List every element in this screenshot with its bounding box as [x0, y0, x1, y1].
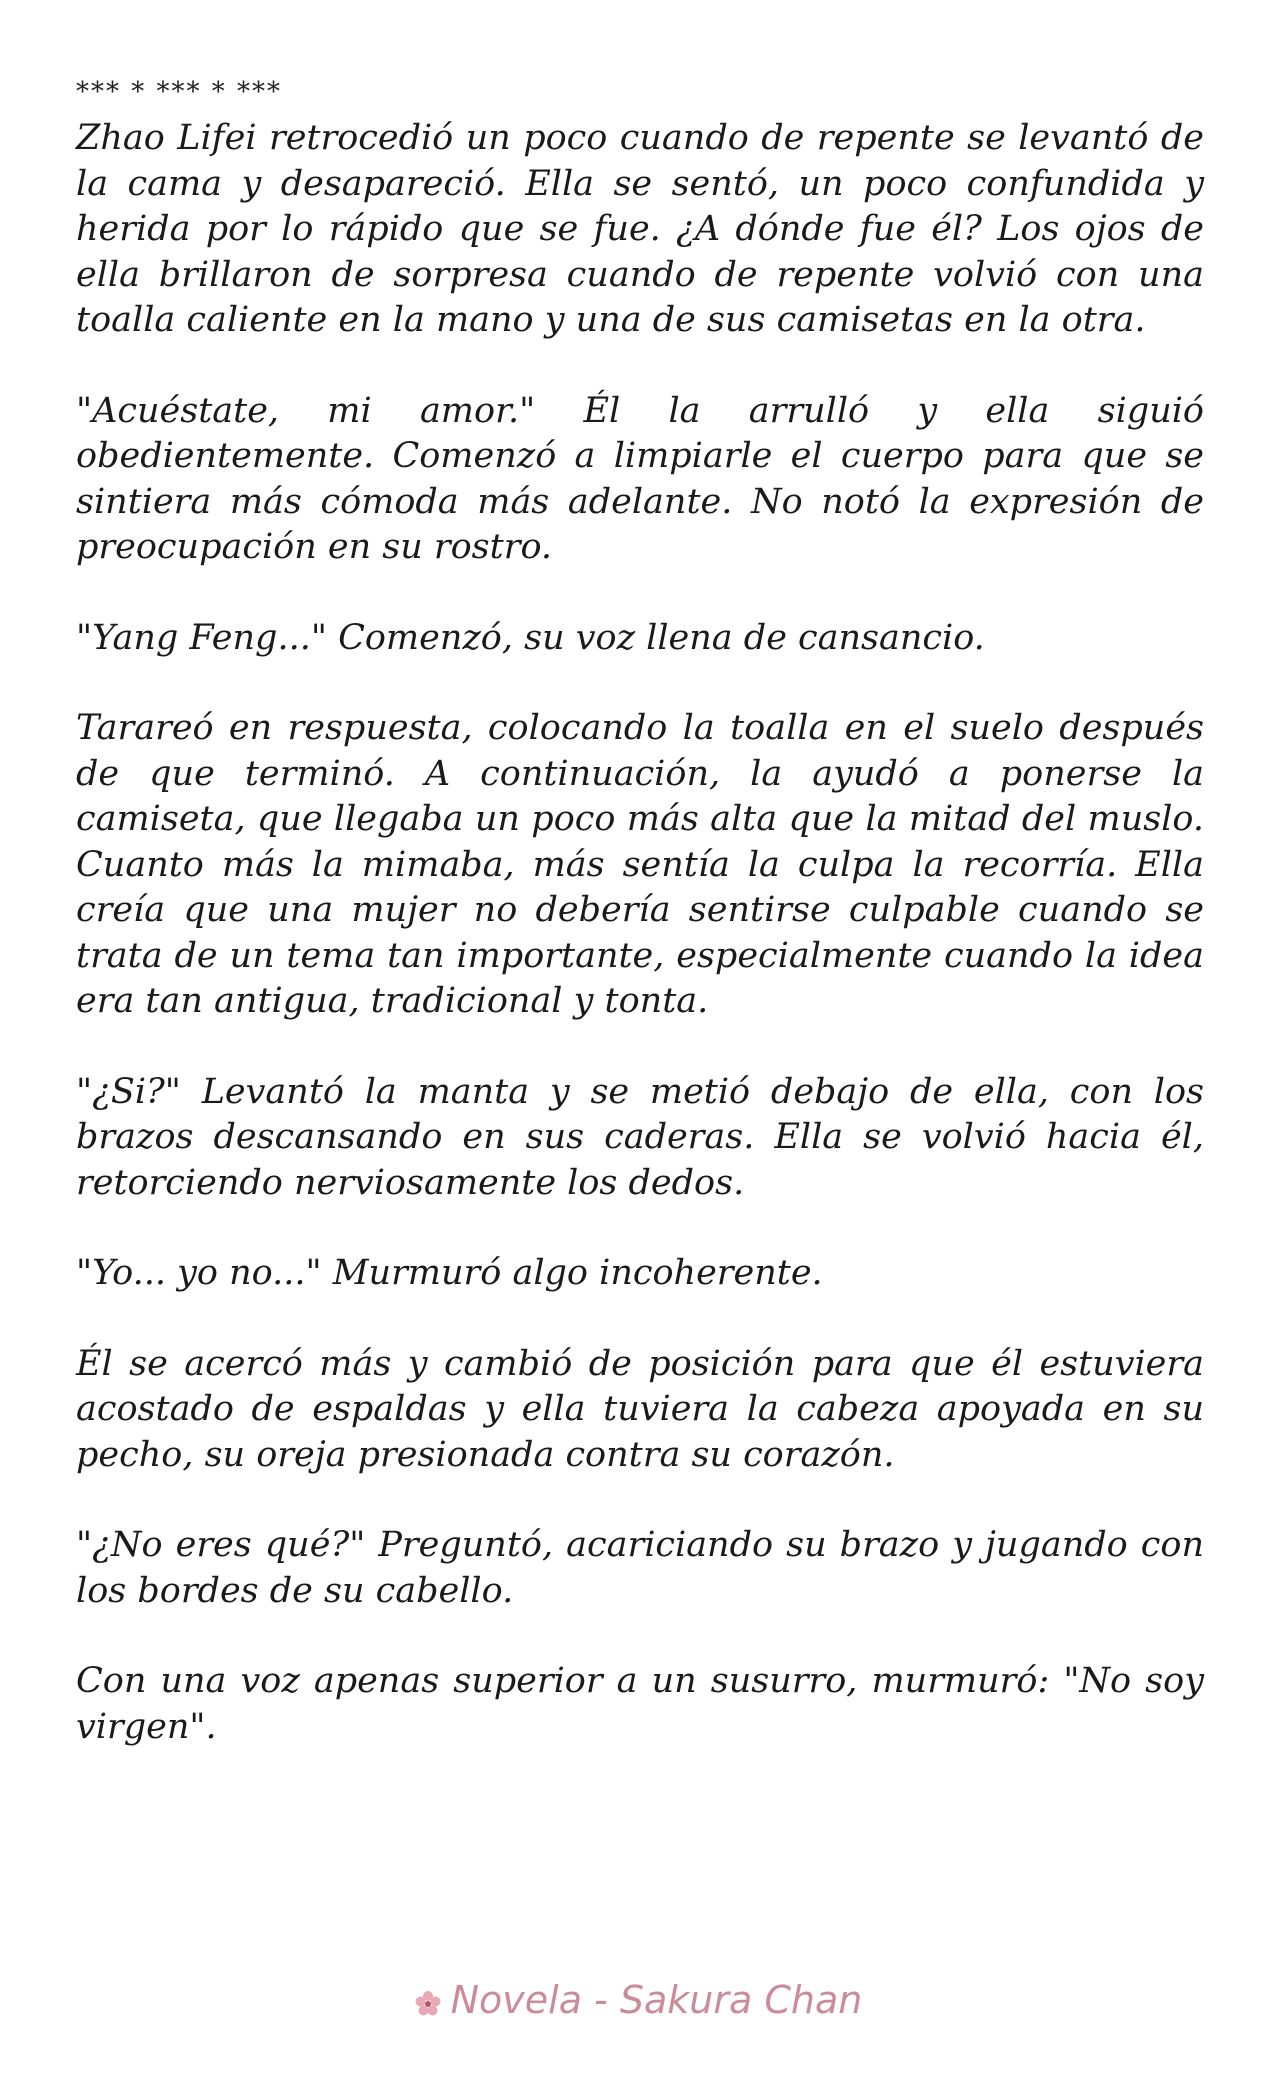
paragraph-8: "¿No eres qué?" Preguntó, acariciando su brazo y jugando con los bordes de su cabello.	[76, 1525, 1204, 1611]
paragraph-1: Zhao Lifei retrocedió un poco cuando de repente se levantó de la cama y desapareció. Ella se sentó, un poco confundida y herida por lo rápido que se fue. ¿A dónde fue él? Los ojos de ella brillaron de sorpresa cuando de repente volvió con una toalla caliente en la mano y una de sus camisetas en la otra.	[76, 118, 1204, 340]
document-page	[76, 72, 1204, 1795]
paragraph-3: "Yang Feng..." Comenzó, su voz llena de cansancio.	[76, 617, 985, 658]
paragraph-4: Tarareó en respuesta, colocando la toalla en el suelo después de que terminó. A continuación, la ayudó a ponerse la camiseta, que llegaba un poco más alta que la mitad del muslo. Cuanto más la mimaba, más sentía la culpa la recorría. Ella creía que una mujer no debería sentirse culpable cuando se trata de un tema tan importante, especialmente cuando la idea era tan antigua, tradicional y tonta.	[76, 708, 1204, 1021]
watermark-footer	[0, 1978, 1275, 2022]
paragraph-7: Él se acercó más y cambió de posición para que él estuviera acostado de espaldas y ella tuviera la cabeza apoyada en su pecho, su oreja presionada contra su corazón.	[76, 1343, 1204, 1475]
paragraph-9: Con una voz apenas superior a un susurro, murmuró: "No soy virgen".	[76, 1661, 1204, 1747]
paragraph-2: "Acuéstate, mi amor." Él la arrulló y ella siguió obedientemente. Comenzó a limpiarle el cuerpo para que se sintiera más cómoda más adelante. No notó la expresión de preocupación en su rostro.	[76, 390, 1204, 567]
watermark-label: Novela - Sakura Chan	[450, 1978, 863, 2022]
paragraph-6: "Yo... yo no..." Murmuró algo incoherente.	[76, 1253, 823, 1293]
scene-separator: *** * *** * ***	[76, 77, 283, 107]
paragraph-5: "¿Si?" Levantó la manta y se metió debajo de ella, con los brazos descansando en sus caderas. Ella se volvió hacia él, retorciendo nerviosamente los dedos.	[76, 1071, 1204, 1203]
sakura-flower-icon	[413, 1984, 443, 2014]
